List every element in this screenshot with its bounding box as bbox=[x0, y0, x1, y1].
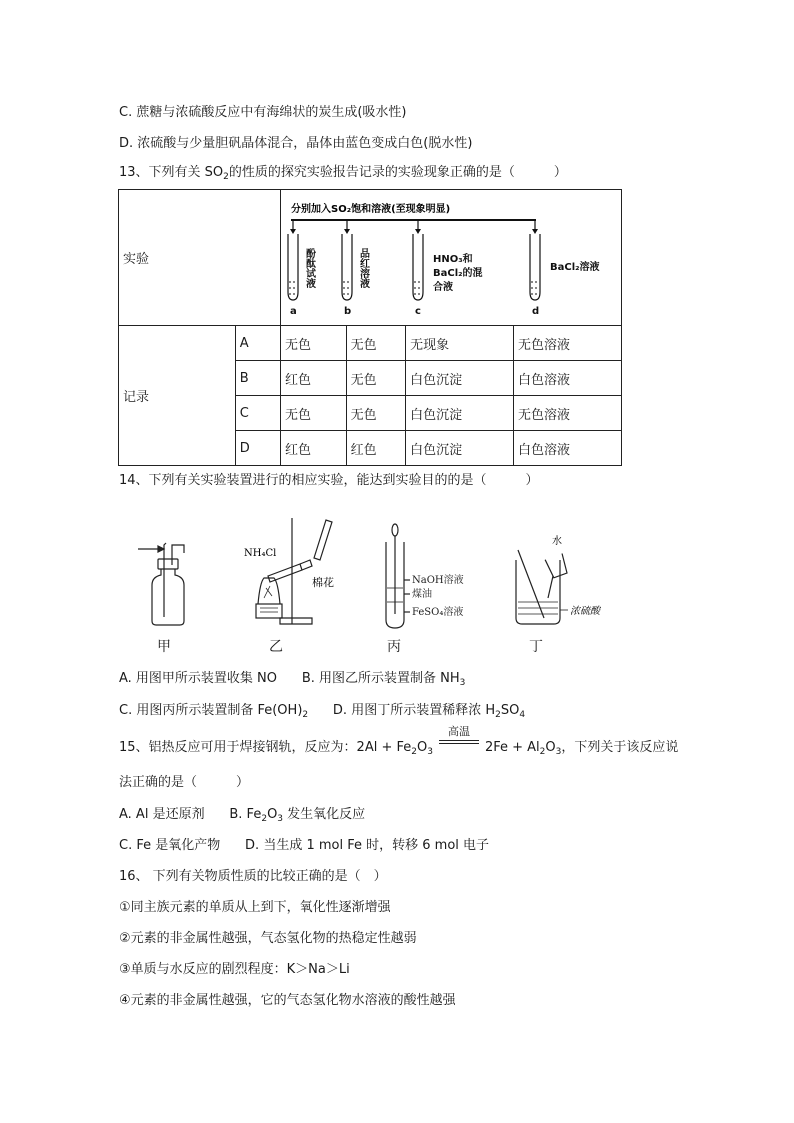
caption-yi: 乙 bbox=[269, 639, 283, 655]
label-water: 水 bbox=[552, 536, 562, 547]
q13-experiment-table bbox=[118, 189, 622, 466]
cell-d-tube-b: 红色 bbox=[346, 431, 406, 466]
tube-letter-d: d bbox=[532, 306, 540, 317]
so2-test-tubes-figure bbox=[281, 190, 621, 325]
record-label: 记录 bbox=[119, 326, 236, 466]
reaction-equals-sign bbox=[437, 725, 481, 751]
tube-d bbox=[530, 234, 540, 300]
cell-d-tube-c: 白色沉淀 bbox=[406, 431, 514, 466]
experiment-label: 实验 bbox=[119, 190, 281, 326]
q15-options-ab bbox=[119, 805, 365, 825]
long-inlet-tube bbox=[164, 543, 166, 617]
q16-statement-3: ③单质与水反应的剧烈程度：K＞Na＞Li bbox=[119, 962, 350, 977]
cell-b-tube-a: 红色 bbox=[281, 361, 347, 396]
table-row-experiment bbox=[119, 190, 622, 326]
tube-a-label: 酚酞试液 bbox=[303, 248, 315, 288]
table-row bbox=[119, 326, 622, 361]
q15-stem: 15、铝热反应可用于焊接钢轨，反应为：$2Al + Fe_2O_3$ 高温 $2Fe + Al_2O_3$，下列关于该反应说 bbox=[119, 737, 678, 758]
q16-statement-1: ①同主族元素的单质从上到下，氧化性逐渐增强 bbox=[119, 900, 391, 915]
q15-option-a: A. Al 是还原剂 bbox=[119, 807, 205, 822]
label-nh4cl: NH₄Cl bbox=[244, 548, 277, 559]
q16-statement-2: ②元素的非金属性越强，气态氢化物的热稳定性越弱 bbox=[119, 931, 417, 946]
cell-b-tube-c: 白色沉淀 bbox=[406, 361, 514, 396]
arrowhead-c bbox=[415, 229, 421, 234]
apparatus-jia-gas-bottle bbox=[130, 535, 200, 630]
q13-stem: 13、下列有关 $SO_2$的性质的探究实验报告记录的实验现象正确的是（ ） bbox=[119, 165, 567, 182]
tube-b bbox=[342, 234, 352, 300]
label-kerosene: 煤油 bbox=[412, 589, 432, 600]
dropper-bulb bbox=[392, 524, 398, 536]
cell-c-tube-b: 无色 bbox=[346, 396, 406, 431]
tube-b-label: 品红溶液 bbox=[357, 248, 369, 288]
caption-ding: 丁 bbox=[529, 639, 543, 655]
beaker bbox=[516, 560, 560, 624]
apparatus-bing-feoh2 bbox=[378, 522, 488, 634]
apparatus-yi-nh3 bbox=[240, 512, 340, 632]
tube-c-label-1: HNO₃和 bbox=[433, 254, 473, 265]
tube-letter-b: b bbox=[344, 306, 352, 317]
tube-c-label-3: 合液 bbox=[433, 282, 453, 293]
experiment-figure-cell bbox=[281, 190, 622, 326]
row-key-d: D bbox=[235, 431, 280, 466]
cell-b-tube-d: 白色溶液 bbox=[514, 361, 622, 396]
arrowhead-b bbox=[344, 229, 350, 234]
tube-letter-c: c bbox=[415, 306, 421, 317]
q14-option-d: D. 用图丁所示装置稀释浓 $H_2SO_4$ bbox=[332, 703, 526, 720]
row-key-a: A bbox=[235, 326, 280, 361]
cell-a-tube-b: 无色 bbox=[346, 326, 406, 361]
q14-options-ab bbox=[119, 669, 465, 689]
stand-base bbox=[280, 618, 312, 624]
q15-option-c: C. Fe 是氧化产物 bbox=[119, 838, 221, 853]
bottle-body bbox=[152, 569, 184, 625]
pouring-beaker bbox=[545, 554, 569, 579]
cell-c-tube-c: 白色沉淀 bbox=[406, 396, 514, 431]
cell-c-tube-a: 无色 bbox=[281, 396, 347, 431]
alcohol-lamp bbox=[256, 604, 282, 618]
water-stream bbox=[548, 576, 553, 598]
tube-c bbox=[413, 234, 423, 300]
arrowhead-d bbox=[532, 229, 538, 234]
q15-stem-line2: 法正确的是（ ） bbox=[119, 775, 250, 790]
cell-b-tube-b: 无色 bbox=[346, 361, 406, 396]
heated-test-tube bbox=[268, 564, 302, 582]
tube-a bbox=[288, 234, 298, 300]
q14-option-c: C. 用图丙所示装置制备 $Fe(OH)_2$ bbox=[119, 703, 309, 720]
q15-options-cd bbox=[119, 836, 489, 856]
q15-option-b: B. $Fe_2O_3$ 发生氧化反应 bbox=[229, 807, 366, 824]
reaction-condition: 高温 bbox=[447, 725, 470, 738]
q15-option-d: D. 当生成 1 mol Fe 时，转移 6 mol 电子 bbox=[245, 838, 490, 853]
tube-d-label: BaCl₂溶液 bbox=[550, 262, 600, 273]
caption-jia: 甲 bbox=[157, 639, 171, 655]
cell-c-tube-d: 无色溶液 bbox=[514, 396, 622, 431]
label-feso4: FeSO₄溶液 bbox=[412, 607, 464, 618]
burner-flame bbox=[258, 578, 280, 604]
apparatus-ding-dilution bbox=[508, 530, 628, 630]
q14-stem: 14、下列有关实验装置进行的相应实验，能达到实验目的的是（ ） bbox=[119, 473, 539, 488]
q16-stem: 16、 下列有关物质性质的比较正确的是（ ） bbox=[119, 869, 387, 884]
tube-c-label-2: BaCl₂的混 bbox=[433, 268, 483, 279]
bottle-stopper bbox=[158, 559, 178, 569]
caption-bing: 丙 bbox=[387, 639, 401, 655]
q14-option-a: A. 用图甲所示装置收集 NO bbox=[119, 671, 278, 686]
label-conc-acid: 浓硫酸 bbox=[570, 606, 600, 617]
row-key-b: B bbox=[235, 361, 280, 396]
cell-a-tube-d: 无色溶液 bbox=[514, 326, 622, 361]
figure-header: 分别加入SO₂饱和溶液(至现象明显) bbox=[291, 204, 451, 215]
collecting-tube bbox=[314, 520, 332, 560]
q16-statement-4: ④元素的非金属性越强，它的气态氢化物水溶液的酸性越强 bbox=[119, 993, 456, 1008]
cell-d-tube-a: 红色 bbox=[281, 431, 347, 466]
cell-d-tube-d: 白色溶液 bbox=[514, 431, 622, 466]
arrowhead-a bbox=[290, 229, 296, 234]
q14-options-cd bbox=[119, 701, 525, 721]
label-naoh: NaOH溶液 bbox=[412, 575, 464, 586]
label-cotton: 棉花 bbox=[312, 576, 334, 589]
q12-option-d: D. 浓硫酸与少量胆矾晶体混合，晶体由蓝色变成白色(脱水性) bbox=[119, 136, 473, 151]
tube-letter-a: a bbox=[290, 306, 297, 317]
q12-option-c: C. 蔗糖与浓硫酸反应中有海绵状的炭生成(吸水性) bbox=[119, 105, 407, 120]
q14-option-b: B. 用图乙所示装置制备 $NH_3$ bbox=[301, 671, 466, 688]
row-key-c: C bbox=[235, 396, 280, 431]
cell-a-tube-c: 无现象 bbox=[406, 326, 514, 361]
cell-a-tube-a: 无色 bbox=[281, 326, 347, 361]
